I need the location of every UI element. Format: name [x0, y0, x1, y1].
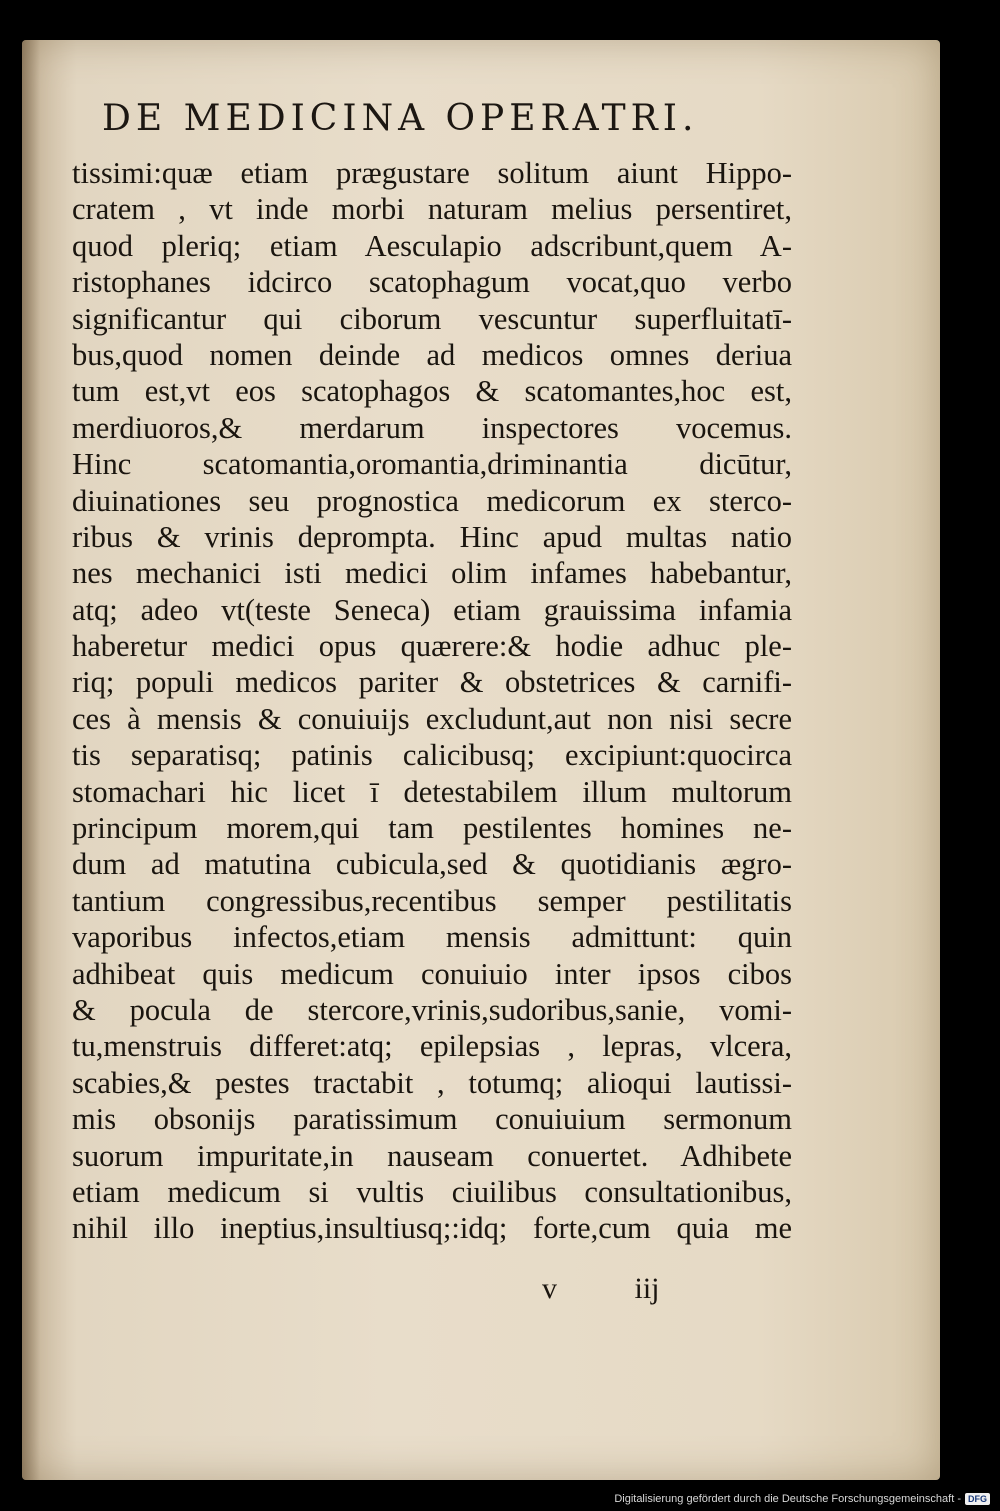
text-line: riq; populi medicos pariter & obstetrices & carnifi- [72, 665, 792, 700]
text-line: suorum impuritate,in nauseam conuertet. Adhibete [72, 1138, 792, 1173]
text-line: principum morem,qui tam pestilentes homines ne- [72, 811, 792, 846]
text-line: tu,menstruis differet:atq; epilepsias , lepras, vlcera, [72, 1029, 792, 1064]
book-page [22, 40, 940, 1480]
body-text [72, 155, 792, 1247]
text-line: mis obsonijs paratissimum conuiuium sermonum [72, 1102, 792, 1137]
text-line: dum ad matutina cubicula,sed & quotidianis ægro- [72, 847, 792, 882]
text-line: atq; adeo vt(teste Seneca) etiam grauissima infamia [72, 592, 792, 627]
text-line: haberetur medici opus quærere:& hodie adhuc ple- [72, 629, 792, 664]
footer-text: Digitalisierung gefördert durch die Deutsche Forschungsgemeinschaft - [614, 1493, 961, 1505]
text-line: & pocula de stercore,vrinis,sudoribus,sanie, vomi- [72, 992, 792, 1027]
text-line: nes mechanici isti medici olim infames habebantur, [72, 556, 792, 591]
text-line: Hinc scatomantia,oromantia,driminantia dicūtur, [72, 447, 792, 482]
text-line: scabies,& pestes tractabit , totumq; alioqui lautissi- [72, 1065, 792, 1100]
text-line: vaporibus infectos,etiam mensis admittunt: quin [72, 920, 792, 955]
text-line: tissimi:quæ etiam prægustare solitum aiunt Hippo- [72, 156, 792, 190]
dfg-logo-icon: DFG [965, 1493, 990, 1505]
text-line: bus,quod nomen deinde ad medicos omnes deriua [72, 337, 792, 372]
text-line: quod pleriq; etiam Aesculapio adscribunt,quem A- [72, 228, 792, 263]
text-line: ristophanes idcirco scatophagum vocat,quo verbo [72, 265, 792, 300]
text-line: tis separatisq; patinis calicibusq; excipiunt:quocirca [72, 738, 792, 773]
text-line: ces à mensis & conuiuijs excludunt,aut non nisi secre [72, 701, 792, 736]
text-line: nihil illo ineptius,insultiusq;:idq; forte,cum quia me [72, 1211, 792, 1246]
text-line: adhibeat quis medicum conuiuio inter ipsos cibos [72, 956, 792, 991]
signature-mark: v iij [542, 1272, 660, 1305]
text-line: merdiuoros,& merdarum inspectores vocemus. [72, 410, 792, 445]
running-head: DE MEDICINA OPERATRI. [102, 98, 699, 139]
funding-footer [614, 1493, 990, 1505]
text-line: significantur qui ciborum vescuntur superfluitatī- [72, 301, 792, 336]
text-line: tantium congressibus,recentibus semper pestilitatis [72, 883, 792, 918]
text-line: etiam medicum si vultis ciuilibus consultationibus, [72, 1174, 792, 1209]
text-line: tum est,vt eos scatophagos & scatomantes,hoc est, [72, 374, 792, 409]
text-line: stomachari hic licet ī detestabilem illum multorum [72, 774, 792, 809]
text-line: diuinationes seu prognostica medicorum ex sterco- [72, 483, 792, 518]
text-line: cratem , vt inde morbi naturam melius persentiret, [72, 192, 792, 227]
text-line: ribus & vrinis deprompta. Hinc apud multas natio [72, 519, 792, 554]
